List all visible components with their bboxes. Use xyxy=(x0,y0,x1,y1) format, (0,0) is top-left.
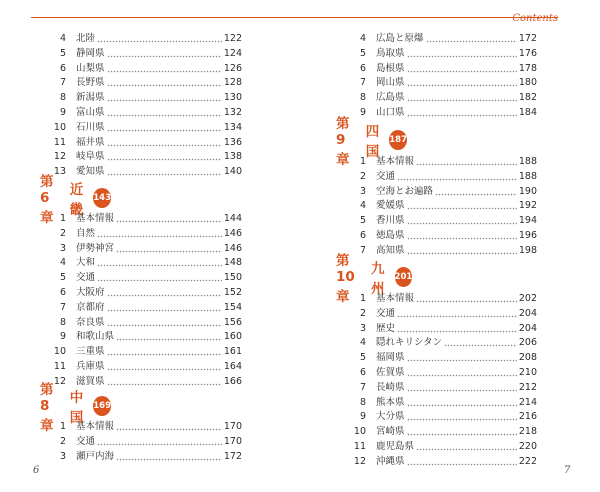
toc-entry[interactable] xyxy=(344,214,537,228)
toc-entry[interactable] xyxy=(344,455,537,469)
toc-entry-page: 148 xyxy=(223,257,242,269)
dot-leader xyxy=(407,244,517,258)
toc-entry-page: 136 xyxy=(223,136,242,148)
toc-entry-number: 11 xyxy=(53,136,66,148)
dot-leader xyxy=(407,62,517,76)
dot-leader xyxy=(107,301,222,315)
toc-entry-number: 13 xyxy=(53,166,66,178)
toc-entry-title: 交通 xyxy=(76,435,96,447)
toc-entry-title: 鳥取県 xyxy=(376,47,405,59)
toc-entry-page: 198 xyxy=(518,244,537,256)
dot-leader xyxy=(435,185,517,199)
toc-entry-title: 広島県 xyxy=(376,92,405,104)
chapter-page-badge: 187 xyxy=(389,130,407,150)
toc-entry[interactable] xyxy=(44,286,242,300)
toc-entry[interactable] xyxy=(344,322,537,336)
toc-entry-number: 12 xyxy=(53,151,66,163)
toc-entry-title: 徳島県 xyxy=(376,230,405,241)
toc-entry-page: 154 xyxy=(223,301,242,313)
toc-entry[interactable] xyxy=(344,366,537,380)
toc-entry[interactable] xyxy=(344,155,537,169)
toc-entry-title: 交通 xyxy=(376,170,396,182)
toc-entry-title: 隠れキリシタン xyxy=(376,337,443,349)
toc-entry-page: 146 xyxy=(223,227,242,239)
toc-entry[interactable] xyxy=(44,301,242,315)
toc-entry[interactable] xyxy=(344,244,537,258)
toc-entry-page: 150 xyxy=(223,272,242,284)
toc-entry-number: 3 xyxy=(359,322,366,334)
toc-entry-number: 11 xyxy=(353,441,366,452)
toc-entry[interactable] xyxy=(344,440,537,454)
dot-leader xyxy=(107,345,222,359)
toc-entry-number: 2 xyxy=(59,227,66,239)
dot-leader xyxy=(407,396,517,410)
toc-entry-title: 新潟県 xyxy=(76,92,105,104)
toc-entry-title: 香川県 xyxy=(376,215,405,227)
toc-entry-page: 144 xyxy=(223,213,242,224)
toc-entry-number: 9 xyxy=(359,107,366,118)
toc-entry[interactable] xyxy=(344,76,537,90)
toc-entry-page: 132 xyxy=(223,107,242,118)
toc-entry-page: 192 xyxy=(518,200,537,212)
toc-entry-page: 138 xyxy=(223,151,242,163)
chapter-number: 第6章 xyxy=(40,174,54,226)
dot-leader xyxy=(107,150,222,164)
toc-entry-page: 182 xyxy=(518,92,537,104)
toc-entry-title: 愛媛県 xyxy=(376,200,405,212)
toc-entry-page: 126 xyxy=(223,62,242,74)
toc-entry[interactable] xyxy=(344,381,537,395)
toc-entry[interactable] xyxy=(44,91,242,105)
toc-entry[interactable] xyxy=(44,47,242,61)
dot-leader xyxy=(116,420,222,434)
toc-entry-page: 180 xyxy=(518,77,537,89)
right-page-number: 7 xyxy=(564,465,571,476)
toc-entry-title: 高知県 xyxy=(376,244,405,256)
dot-leader xyxy=(97,256,222,270)
toc-entry-title: 熊本県 xyxy=(376,396,405,408)
toc-entry[interactable] xyxy=(344,351,537,365)
toc-entry-number: 8 xyxy=(59,92,66,104)
dot-leader xyxy=(107,165,222,179)
toc-entry[interactable] xyxy=(344,185,537,199)
toc-entry-page: 208 xyxy=(518,352,537,364)
toc-entry-title: 鹿児島県 xyxy=(376,441,415,452)
toc-entry-page: 188 xyxy=(518,156,537,167)
toc-entry[interactable] xyxy=(44,121,242,135)
toc-entry-number: 9 xyxy=(59,331,66,343)
toc-entry-title: 長崎県 xyxy=(376,381,405,393)
toc-entry-title: 愛知県 xyxy=(76,166,105,178)
dot-leader xyxy=(407,199,517,213)
toc-entry[interactable] xyxy=(344,229,537,243)
toc-entry[interactable] xyxy=(44,435,242,449)
toc-entry[interactable] xyxy=(344,307,537,321)
toc-entry-title: 沖縄県 xyxy=(376,455,405,467)
toc-entry-title: 広島と原爆 xyxy=(376,33,424,44)
dot-leader xyxy=(107,316,222,330)
chapter-title: 近畿 xyxy=(69,182,84,218)
toc-entry[interactable] xyxy=(44,256,242,270)
dot-leader xyxy=(416,155,517,169)
toc-entry-number: 7 xyxy=(359,77,366,89)
toc-entry[interactable] xyxy=(44,420,242,434)
toc-entry-title: 奈良県 xyxy=(76,316,105,328)
toc-entry-number: 5 xyxy=(359,47,366,59)
toc-entry[interactable] xyxy=(344,199,537,213)
dot-leader xyxy=(107,360,222,374)
toc-entry-page: 212 xyxy=(518,381,537,393)
toc-entry-page: 214 xyxy=(518,396,537,408)
toc-entry-page: 194 xyxy=(518,215,537,227)
toc-entry-number: 2 xyxy=(359,170,366,182)
toc-entry[interactable] xyxy=(44,360,242,374)
dot-leader xyxy=(116,330,222,344)
toc-entry-page: 216 xyxy=(518,411,537,423)
dot-leader xyxy=(97,227,222,241)
toc-entry-title: 歴史 xyxy=(376,322,396,334)
dot-leader xyxy=(407,214,517,228)
dot-leader xyxy=(416,292,517,306)
chapter-number: 第8章 xyxy=(40,382,54,434)
toc-entry-page: 161 xyxy=(223,346,242,358)
toc-entry[interactable] xyxy=(44,32,242,46)
toc-entry[interactable] xyxy=(44,316,242,330)
toc-entry-title: 基本情報 xyxy=(376,156,415,167)
toc-entry-title: 瀬戸内海 xyxy=(76,450,115,462)
chapter-title: 九州 xyxy=(371,261,385,297)
toc-entry[interactable] xyxy=(44,136,242,150)
toc-entry-page: 164 xyxy=(223,361,242,372)
chapter-title: 中国 xyxy=(69,390,84,426)
dot-leader xyxy=(407,229,517,243)
toc-entry-number: 1 xyxy=(359,293,366,304)
toc-entry[interactable] xyxy=(344,91,537,105)
toc-entry[interactable] xyxy=(344,106,537,120)
toc-entry-page: 156 xyxy=(223,316,242,328)
toc-entry-page: 210 xyxy=(518,367,537,378)
toc-entry-page: 190 xyxy=(518,185,537,197)
toc-entry-page: 134 xyxy=(223,121,242,133)
toc-entry-page: 220 xyxy=(518,441,537,452)
toc-entry[interactable] xyxy=(44,450,242,464)
dot-leader xyxy=(107,91,222,105)
toc-entry-title: 静岡県 xyxy=(76,47,105,59)
toc-entry-number: 8 xyxy=(359,92,366,104)
toc-entry-number: 8 xyxy=(359,396,366,408)
toc-entry-number: 7 xyxy=(359,244,366,256)
toc-entry[interactable] xyxy=(344,336,537,350)
toc-entry[interactable] xyxy=(44,106,242,120)
toc-entry[interactable] xyxy=(344,170,537,184)
dot-leader xyxy=(407,410,517,424)
toc-entry[interactable] xyxy=(344,32,537,46)
toc-entry-number: 6 xyxy=(59,287,66,298)
toc-entry-title: 兵庫県 xyxy=(76,361,105,372)
toc-entry-page: 170 xyxy=(223,421,242,432)
toc-entry[interactable] xyxy=(44,330,242,344)
dot-leader xyxy=(107,286,222,300)
dot-leader xyxy=(107,47,222,61)
toc-entry-number: 4 xyxy=(359,337,366,349)
dot-leader xyxy=(407,47,517,61)
toc-entry-number: 5 xyxy=(59,47,66,59)
toc-entry-page: 204 xyxy=(518,307,537,319)
toc-entry[interactable] xyxy=(44,345,242,359)
toc-entry-page: 124 xyxy=(223,47,242,59)
toc-entry-page: 166 xyxy=(223,375,242,387)
toc-entry-number: 6 xyxy=(359,367,366,378)
toc-entry-number: 6 xyxy=(359,62,366,74)
toc-entry[interactable] xyxy=(44,271,242,285)
toc-entry-title: 和歌山県 xyxy=(76,331,115,343)
toc-entry-title: 基本情報 xyxy=(76,421,115,432)
dot-leader xyxy=(107,76,222,90)
dot-leader xyxy=(407,91,517,105)
toc-entry-page: 202 xyxy=(518,293,537,304)
contents-header: Contents xyxy=(512,13,558,24)
header-rule xyxy=(31,17,558,18)
toc-entry[interactable] xyxy=(344,396,537,410)
toc-entry[interactable] xyxy=(44,76,242,90)
toc-entry-page: 218 xyxy=(518,426,537,438)
toc-entry[interactable] xyxy=(344,47,537,61)
toc-entry-title: 京都府 xyxy=(76,301,105,313)
chapter-number: 第10章 xyxy=(336,253,355,305)
toc-entry-title: 石川県 xyxy=(76,121,105,133)
toc-entry-title: 大和 xyxy=(76,257,96,269)
toc-entry-page: 188 xyxy=(518,170,537,182)
toc-entry-title: 岐阜県 xyxy=(76,151,105,163)
dot-leader xyxy=(407,455,517,469)
toc-entry[interactable] xyxy=(44,150,242,164)
dot-leader xyxy=(107,62,222,76)
toc-entry-page: 146 xyxy=(223,242,242,254)
toc-entry-number: 3 xyxy=(59,450,66,462)
toc-entry[interactable] xyxy=(44,62,242,76)
toc-entry-number: 5 xyxy=(59,272,66,284)
toc-entry-number: 7 xyxy=(59,301,66,313)
toc-entry-number: 1 xyxy=(359,156,366,167)
toc-entry-title: 北陸 xyxy=(76,33,96,44)
toc-entry-title: 富山県 xyxy=(76,107,105,118)
toc-entry-title: 佐賀県 xyxy=(376,367,405,378)
chapter-number: 第9章 xyxy=(336,116,350,168)
toc-entry-number: 11 xyxy=(53,361,66,372)
toc-entry-page: 206 xyxy=(518,337,537,349)
toc-entry-number: 4 xyxy=(59,33,66,44)
toc-entry-number: 3 xyxy=(359,185,366,197)
chapter-page-badge: 169 xyxy=(93,396,111,416)
dot-leader xyxy=(426,32,517,46)
toc-entry-title: 交通 xyxy=(76,272,96,284)
toc-entry-title: 三重県 xyxy=(76,346,105,358)
toc-entry-number: 12 xyxy=(53,375,66,387)
dot-leader xyxy=(116,450,222,464)
toc-entry-number: 6 xyxy=(359,230,366,241)
dot-leader xyxy=(407,76,517,90)
toc-entry[interactable] xyxy=(344,425,537,439)
chapter-page-badge: 201 xyxy=(395,267,413,287)
toc-entry-title: 島根県 xyxy=(376,62,405,74)
toc-entry-page: 170 xyxy=(223,435,242,447)
toc-entry[interactable] xyxy=(44,227,242,241)
left-page-number: 6 xyxy=(33,465,40,476)
dot-leader xyxy=(397,170,517,184)
toc-entry-number: 10 xyxy=(53,121,66,133)
toc-entry-title: 大分県 xyxy=(376,411,405,423)
dot-leader xyxy=(407,381,517,395)
toc-entry-title: 山口県 xyxy=(376,107,405,118)
toc-entry-page: 176 xyxy=(518,47,537,59)
toc-entry-number: 8 xyxy=(59,316,66,328)
toc-entry-title: 岡山県 xyxy=(376,77,405,89)
dot-leader xyxy=(407,425,517,439)
toc-entry-number: 9 xyxy=(359,411,366,423)
toc-entry-page: 196 xyxy=(518,230,537,241)
dot-leader xyxy=(116,242,222,256)
chapter-title: 四国 xyxy=(365,124,380,160)
toc-entry-page: 204 xyxy=(518,322,537,334)
toc-entry-page: 130 xyxy=(223,92,242,104)
toc-entry-page: 178 xyxy=(518,62,537,74)
toc-entry-title: 基本情報 xyxy=(76,213,115,224)
toc-entry-page: 152 xyxy=(223,287,242,298)
toc-entry-page: 160 xyxy=(223,331,242,343)
dot-leader xyxy=(97,271,222,285)
toc-entry-number: 7 xyxy=(59,77,66,89)
toc-entry-page: 140 xyxy=(223,166,242,178)
toc-entry-page: 184 xyxy=(518,107,537,118)
toc-entry-number: 10 xyxy=(53,346,66,358)
dot-leader xyxy=(407,366,517,380)
toc-entry-title: 山梨県 xyxy=(76,62,105,74)
toc-entry-number: 4 xyxy=(359,33,366,44)
dot-leader xyxy=(407,351,517,365)
toc-entry-page: 172 xyxy=(223,450,242,462)
toc-entry-title: 滋賀県 xyxy=(76,375,105,387)
toc-entry-page: 122 xyxy=(223,33,242,44)
toc-entry[interactable] xyxy=(344,62,537,76)
toc-entry-title: 伊勢神宮 xyxy=(76,242,115,254)
toc-entry-number: 5 xyxy=(359,215,366,227)
toc-entry[interactable] xyxy=(344,292,537,306)
dot-leader xyxy=(444,336,517,350)
dot-leader xyxy=(116,212,222,226)
dot-leader xyxy=(107,106,222,120)
dot-leader xyxy=(416,440,517,454)
toc-entry[interactable] xyxy=(344,410,537,424)
dot-leader xyxy=(97,435,222,449)
dot-leader xyxy=(407,106,517,120)
toc-entry-number: 1 xyxy=(59,421,66,432)
toc-entry-number: 2 xyxy=(359,307,366,319)
toc-entry-number: 2 xyxy=(59,435,66,447)
toc-entry-title: 大阪府 xyxy=(76,287,105,298)
toc-entry-page: 222 xyxy=(518,455,537,467)
toc-entry-title: 空海とお遍路 xyxy=(376,185,434,197)
toc-entry-number: 1 xyxy=(59,213,66,224)
toc-entry-title: 基本情報 xyxy=(376,293,415,304)
chapter-page-badge: 143 xyxy=(93,188,111,208)
toc-entry-title: 福岡県 xyxy=(376,352,405,364)
toc-entry-page: 172 xyxy=(518,33,537,44)
toc-entry-number: 10 xyxy=(353,426,366,438)
toc-entry-title: 交通 xyxy=(376,307,396,319)
dot-leader xyxy=(107,136,222,150)
toc-entry-number: 4 xyxy=(359,200,366,212)
toc-entry-title: 福井県 xyxy=(76,136,105,148)
dot-leader xyxy=(97,32,222,46)
dot-leader xyxy=(107,121,222,135)
toc-entry-number: 6 xyxy=(59,62,66,74)
dot-leader xyxy=(397,307,517,321)
toc-entry-title: 長野県 xyxy=(76,77,105,89)
toc-entry-page: 128 xyxy=(223,77,242,89)
toc-entry-title: 宮崎県 xyxy=(376,426,405,438)
dot-leader xyxy=(397,322,517,336)
toc-entry[interactable] xyxy=(44,242,242,256)
toc-entry-number: 4 xyxy=(59,257,66,269)
toc-entry-number: 3 xyxy=(59,242,66,254)
toc-entry-number: 5 xyxy=(359,352,366,364)
toc-entry-title: 自然 xyxy=(76,227,96,239)
toc-entry-number: 7 xyxy=(359,381,366,393)
toc-entry[interactable] xyxy=(44,212,242,226)
toc-entry-number: 12 xyxy=(353,455,366,467)
toc-entry-number: 9 xyxy=(59,107,66,118)
dot-leader xyxy=(107,375,222,389)
